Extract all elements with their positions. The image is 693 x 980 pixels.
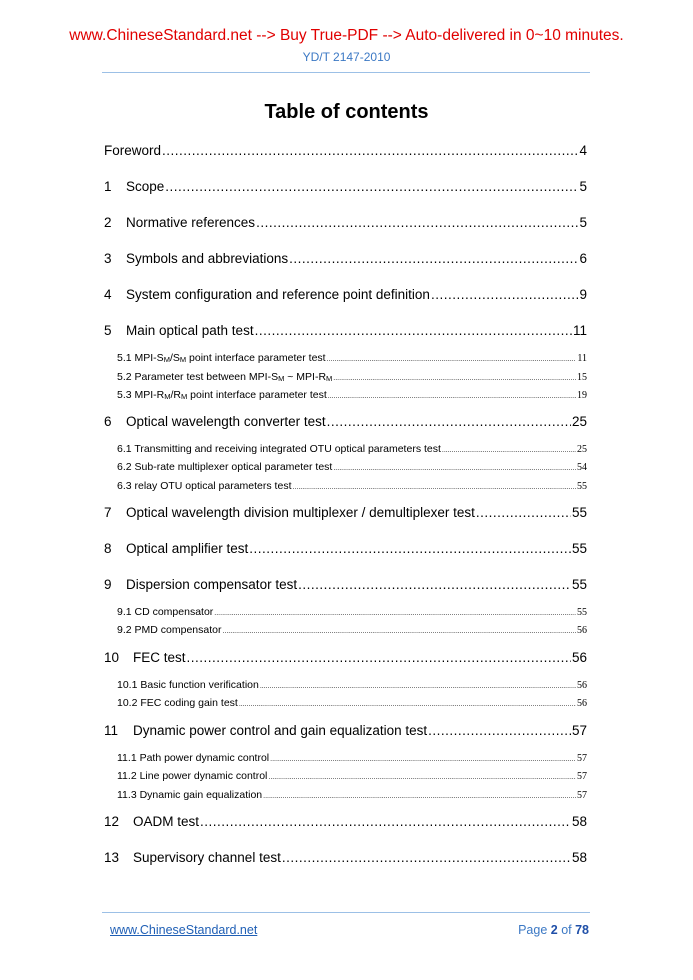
toc-leader-dots [260,683,576,690]
toc-subentry-10-1[interactable] [117,679,587,691]
toc-page-number: 56 [577,680,587,691]
toc-subentry-6-3[interactable] [117,480,587,492]
toc-entry-label: 4 System configuration and reference point definition [104,287,430,302]
toc-entry-dispersion-compensator[interactable] [104,577,587,592]
toc-subentry-11-3[interactable] [117,789,587,801]
toc-page-number: 19 [577,390,587,401]
toc-subentry-9-2[interactable] [117,624,587,636]
toc-entry-label: 6 Optical wavelength converter test [104,414,326,429]
toc-entry-label: 3 Symbols and abbreviations [104,251,289,266]
toc-entry-label: 5.3 MPI-$R_M/R_M$ point interface parameter test [117,389,327,401]
toc-page-number: 57 [577,771,587,782]
toc-page-number: 57 [571,723,587,738]
toc-entry-label: 9.1 CD compensator [117,606,214,618]
toc-entry-wdm-demux[interactable] [104,505,587,520]
toc-leader-dots [431,287,579,302]
footer-divider [102,912,590,913]
toc-subentry-10-2[interactable] [117,697,587,709]
toc-entry-optical-amplifier[interactable] [104,541,587,556]
toc-entry-label: 11 Dynamic power control and gain equalization test [104,723,428,738]
toc-leader-dots [327,414,571,429]
toc-entry-label: 9 Dispersion compensator test [104,577,298,592]
toc-entry-supervisory-channel[interactable] [104,850,587,865]
toc-page-number: 5 [579,215,587,230]
toc-leader-dots [200,814,571,829]
toc-page-number: 58 [571,814,587,829]
toc-page-number: 5 [579,179,587,194]
toc-page-number: 56 [577,625,587,636]
toc-leader-dots [476,505,571,520]
toc-entry-normative-references[interactable] [104,215,587,230]
document-id: YD/T 2147-2010 [302,50,391,64]
toc-leader-dots [255,323,572,338]
top-banner: www.ChineseStandard.net --> Buy True-PDF --> Auto-delivered in 0~10 minutes. [69,27,624,44]
toc-leader-dots [268,774,576,781]
toc-leader-dots [214,610,576,617]
toc-subentry-6-1[interactable] [117,443,587,455]
toc-entry-label: 11.1 Path power dynamic control [117,752,270,764]
toc-leader-dots [249,541,571,556]
toc-entry-system-configuration[interactable] [104,287,587,302]
toc-page-number: 55 [571,577,587,592]
toc-entry-label: 12 OADM test [104,814,200,829]
toc-leader-dots [289,251,578,266]
toc-page-number: 58 [571,850,587,865]
toc-entry-wavelength-converter[interactable] [104,414,587,429]
toc-entry-oadm[interactable] [104,814,587,829]
toc-subentry-5-1[interactable] [117,352,587,364]
toc-page-number: 11 [572,323,587,338]
toc-page-number: 6 [579,251,587,266]
toc-entry-dynamic-power-control[interactable] [104,723,587,738]
header-divider [102,72,590,73]
toc-page-number: 54 [577,462,587,473]
toc-entry-label: 10.2 FEC coding gain test [117,697,238,709]
toc-entry-label: 5.2 Parameter test between MPI-$S_M$ ~ MPI-$R_M$ [117,371,333,383]
toc-entry-label: 7 Optical wavelength division multiplexer / demultiplexer test [104,505,475,520]
toc-page-number: 55 [571,541,587,556]
toc-page-number: 57 [577,753,587,764]
toc-entry-label: 11.2 Line power dynamic control [117,770,268,782]
toc-page-number: 57 [577,790,587,801]
toc-leader-dots [333,465,576,472]
toc-leader-dots [162,143,578,158]
toc-leader-dots [327,356,577,363]
toc-leader-dots [263,793,576,800]
toc-leader-dots [293,484,577,491]
toc-leader-dots [328,393,576,400]
toc-entry-label: 5.1 MPI-$S_M/S_M$ point interface parameter test [117,352,326,364]
toc-subentry-5-3[interactable] [117,389,587,401]
toc-page-number: 55 [577,607,587,618]
toc-page-number: 4 [579,143,587,158]
toc-entry-label: 9.2 PMD compensator [117,624,222,636]
page-title: Table of contents [264,101,429,123]
toc-page-number: 15 [577,372,587,383]
toc-leader-dots [239,701,576,708]
toc-page-number: 11 [577,353,587,364]
toc-page-number: 9 [579,287,587,302]
toc-leader-dots [222,628,576,635]
toc-entry-label: 5 Main optical path test [104,323,254,338]
toc-leader-dots [282,850,571,865]
toc-page-number: 56 [577,698,587,709]
toc-entry-label: 10.1 Basic function verification [117,679,259,691]
toc-entry-foreword[interactable] [104,143,587,158]
toc-entry-label: 6.1 Transmitting and receiving integrated OTU optical parameters test [117,443,441,455]
toc-page-number: 25 [577,444,587,455]
toc-subentry-9-1[interactable] [117,606,587,618]
toc-entry-label: 1 Scope [104,179,165,194]
toc-leader-dots [333,375,576,382]
toc-subentry-6-2[interactable] [117,461,587,473]
toc-page-number: 55 [571,505,587,520]
toc-entry-fec[interactable] [104,650,587,665]
toc-leader-dots [270,756,576,763]
toc-entry-scope[interactable] [104,179,587,194]
toc-leader-dots [256,215,578,230]
toc-leader-dots [165,179,578,194]
toc-entry-label: 13 Supervisory channel test [104,850,281,865]
toc-entry-label: Foreword [104,143,162,158]
toc-entry-symbols[interactable] [104,251,587,266]
toc-entry-label: 11.3 Dynamic gain equalization [117,789,263,801]
toc-subentry-5-2[interactable] [117,371,587,383]
toc-entry-main-optical-path[interactable] [104,323,587,338]
footer-website-link[interactable]: www.ChineseStandard.net [110,923,258,937]
toc-page-number: 25 [571,414,587,429]
toc-leader-dots [442,447,576,454]
toc-subentry-11-2[interactable] [117,770,587,782]
toc-entry-label: 6.2 Sub-rate multiplexer optical parameter test [117,461,333,473]
toc-subentry-11-1[interactable] [117,752,587,764]
toc-entry-label: 2 Normative references [104,215,256,230]
toc-entry-label: 8 Optical amplifier test [104,541,249,556]
toc-leader-dots [187,650,571,665]
toc-entry-label: 6.3 relay OTU optical parameters test [117,480,292,492]
toc-leader-dots [428,723,571,738]
toc-page-number: 55 [577,481,587,492]
footer-page-indicator: Page 2 of 78 [518,923,589,937]
toc-page-number: 56 [571,650,587,665]
toc-leader-dots [298,577,571,592]
toc-entry-label: 10 FEC test [104,650,186,665]
